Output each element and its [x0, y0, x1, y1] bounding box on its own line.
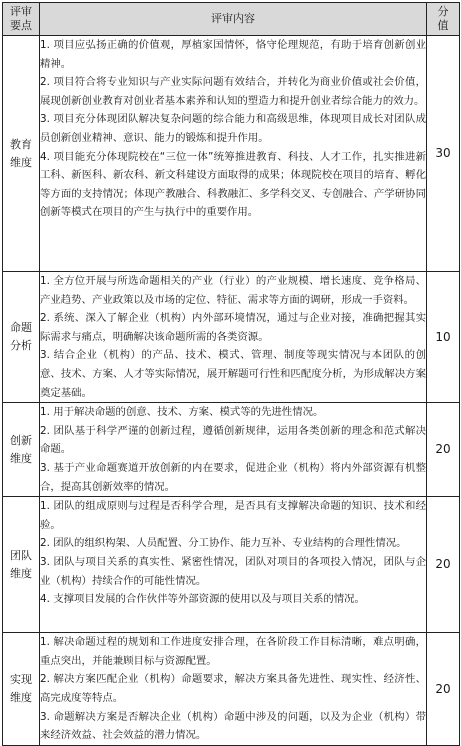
header-score-line1: 分: [437, 5, 449, 18]
header-row: [3, 3, 460, 36]
dimension-line1: 实现: [10, 672, 32, 686]
dimension-line1: 创新: [10, 433, 32, 447]
dimension-cell: [3, 633, 40, 746]
score-cell: 30: [427, 36, 460, 272]
criterion-item: 1. 用于解决命题的创意、技术、方案、模式等的先进性情况。: [40, 406, 324, 419]
criterion-item: 1. 团队的组成原则与过程是否科学合理，是否具有支撑解决命题的知识、技术和经验。: [40, 500, 426, 531]
dimension-cell: [3, 497, 40, 633]
score-cell: 20: [427, 633, 460, 746]
criterion-item: 3. 团队与项目关系的真实性、紧密性情况，团队对项目的各项投入情况，团队与企业（机构）持续合作的可能性情况。: [40, 555, 426, 587]
table-row: [3, 272, 460, 403]
criterion-item: 1. 项目应弘扬正确的价值观，厚植家国情怀，恪守伦理规范，有助于培育创新创业精神。: [40, 39, 426, 70]
score-cell: 20: [427, 497, 460, 633]
rubric-table-container: [2, 2, 459, 742]
content-cell: [40, 403, 427, 497]
content-cell: [40, 36, 427, 272]
criterion-item: 1. 解决命题过程的规划和工作进度安排合理，在各阶段工作目标清晰，难点明确，重点突出，并能兼顾目标与资源配置。: [40, 636, 426, 667]
criterion-item: 2. 项目符合将专业知识与产业实际问题有效结合，并转化为商业价值或社会价值，展现创新创业教育对创业者基本素养和认知的塑造力和提升创业者综合能力的效力。: [40, 76, 426, 107]
content-cell: [40, 633, 427, 746]
dimension-line2: 分析: [10, 339, 32, 353]
header-score-line2: 值: [437, 19, 449, 32]
dimension-line2: 维度: [10, 451, 32, 465]
table-row: [3, 36, 460, 272]
dimension-cell: [3, 36, 40, 272]
criterion-item: 4. 支撑项目发展的合作伙伴等外部资源的使用以及与项目关系的情况。: [40, 593, 365, 606]
dimension-line2: 维度: [10, 155, 32, 169]
header-content: 评审内容: [40, 3, 427, 36]
dimension-line1: 团队: [10, 548, 32, 562]
criterion-item: 4. 项目能充分体现院校在“三位一体”统筹推进教育、科技、人才工作，扎实推进新工科、新医科、新农科、新文科建设方面取得的成果；体现院校在项目的培育、孵化等方面的支持情况；体现产教融合、科教融汇、多学科交叉、专创融合、产学研协同创新等模式在项目的产生与执行中的重要作用。: [40, 150, 426, 219]
table-row: [3, 497, 460, 633]
content-cell: [40, 497, 427, 633]
dimension-cell: [3, 403, 40, 497]
table-row: [3, 633, 460, 746]
dimension-cell: [3, 272, 40, 403]
score-cell: 10: [427, 272, 460, 403]
header-score: [427, 3, 460, 36]
table-row: [3, 403, 460, 497]
criterion-item: 3. 基于产业命题赛道开放创新的内在要求，促进企业（机构）将内外部资源有机整合，提高其创新效率的情况。: [40, 461, 426, 493]
dimension-line1: 教育: [10, 137, 32, 151]
content-cell: [40, 272, 427, 403]
dimension-line1: 命题: [10, 321, 32, 335]
criterion-item: 3. 命题解决方案是否解决企业（机构）命题中涉及的问题，以及为企业（机构）带来经济效益、社会效益的潜力情况。: [40, 710, 426, 742]
criterion-item: 3. 项目充分体现团队解决复杂问题的综合能力和高级思维，体现项目成长对团队成员创新创业精神、意识、能力的锻炼和提升作用。: [40, 113, 426, 144]
criterion-item: 2. 解决方案匹配企业（机构）命题要求，解决方案具备先进性、现实性、经济性、高完成度等特点。: [40, 673, 426, 704]
criterion-item: 2. 系统、深入了解企业（机构）内外部环境情况，通过与企业对接，准确把握其实际需求与痛点，明确解决该命题所需的各类资源。: [40, 312, 426, 343]
header-key-point-line1: 评审: [10, 5, 32, 18]
evaluation-rubric-table: [2, 2, 460, 746]
criterion-item: 3. 结合企业（机构）的产品、技术、模式、管理、制度等现实情况与本团队的创意、技术、方案、人才等实际情况，展开解题可行性和匹配度分析，为形成解决方案奠定基础。: [40, 349, 426, 399]
criterion-item: 2. 团队的组织构架、人员配置、分工协作、能力互补、专业结构的合理性情况。: [40, 537, 407, 550]
criterion-item: 1. 全方位开展与所选命题相关的产业（行业）的产业规模、增长速度、竞争格局、产业趋势、产业政策以及市场的定位、特征、需求等方面的调研，形成一手资料。: [40, 275, 426, 306]
criterion-item: 2. 团队基于科学严谨的创新过程，遵循创新规律，运用各类创新的理念和范式解决命题。: [40, 424, 426, 456]
header-key-point-line2: 要点: [10, 19, 32, 32]
header-key-point: [3, 3, 40, 36]
score-cell: 20: [427, 403, 460, 497]
dimension-line2: 维度: [10, 566, 32, 580]
dimension-line2: 维度: [10, 690, 32, 704]
